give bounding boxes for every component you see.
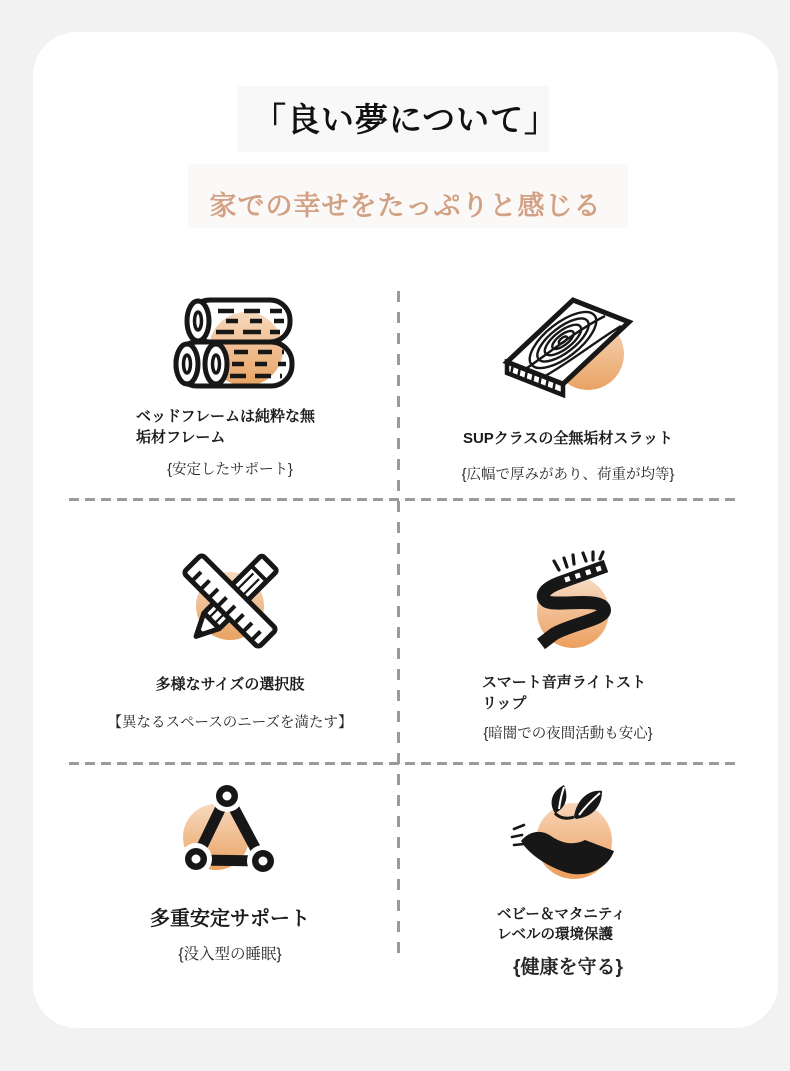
feature-title: スマート音声ライトストリップ: [482, 674, 647, 712]
feature-cell-light-strip: [401, 550, 735, 743]
dashed-divider-vertical: [397, 291, 400, 962]
feature-title: ベッドフレームは純粋な無垢材フレーム: [136, 408, 315, 446]
logs-icon: [160, 294, 300, 394]
feature-title: ベビー＆マタニティレベルの環境保護: [497, 907, 626, 944]
feature-title: SUPクラスの全無垢材スラット: [462, 430, 674, 447]
feature-title: 多様なサイズの選択肢: [155, 676, 305, 693]
feature-caption: {安定したサポート}: [167, 462, 293, 478]
page-title: 「良い夢について」: [252, 101, 559, 138]
ruler-pencil-icon: [174, 546, 286, 658]
light-strip-icon: [513, 550, 623, 654]
page-subtitle: 家での幸せをたっぷりと感じる: [209, 191, 602, 221]
content-card: [33, 32, 778, 1028]
feature-caption: {暗闇での夜間活動も安心}: [483, 726, 653, 742]
dashed-divider-horizontal-1: [69, 498, 740, 501]
feature-title: 多重安定サポート: [150, 908, 310, 930]
feature-cell-solid-slats: [401, 294, 735, 484]
feature-cell-eco-protection: [401, 781, 735, 979]
dashed-divider-horizontal-2: [69, 762, 740, 765]
hand-leaf-icon: [508, 781, 628, 889]
feature-caption: {没入型の睡眠}: [178, 946, 282, 963]
feature-caption: {健康を守る}: [513, 956, 623, 978]
feature-caption: 【異なるスペースのニーズを満たす】: [107, 715, 353, 731]
feature-cell-stability-support: [63, 783, 397, 964]
feature-caption: {広幅で厚みがあり、荷重が均等}: [461, 467, 675, 483]
feature-cell-solid-wood-frame: [63, 294, 397, 479]
wood-plank-icon: [493, 294, 643, 402]
feature-cell-size-options: [63, 546, 397, 732]
linkage-triangle-icon: [174, 783, 286, 879]
